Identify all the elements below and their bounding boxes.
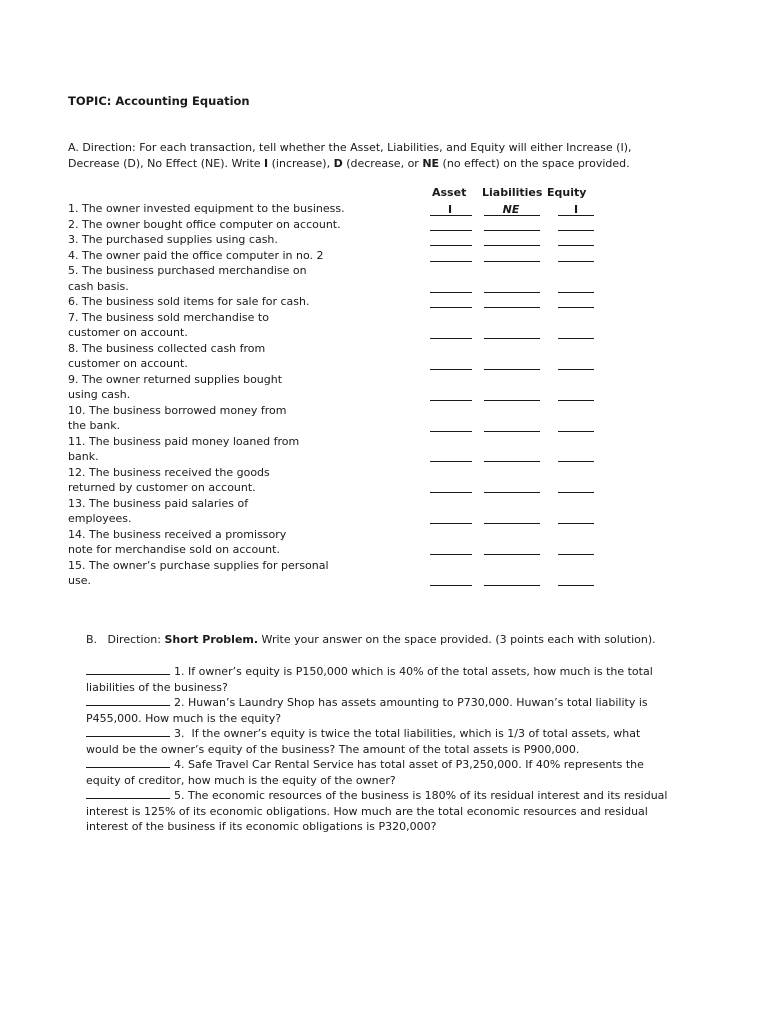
list-item: employees. (68, 512, 132, 525)
problem-line (86, 664, 706, 680)
answer-blank-row-12-col-1[interactable] (430, 492, 472, 493)
answer-blank-row-12-col-3[interactable] (558, 492, 594, 493)
header-liabilities: Liabilities (482, 186, 543, 199)
list-item: cash basis. (68, 279, 129, 293)
list-item: 9. The owner returned supplies bought (68, 372, 283, 386)
list-item: use. (68, 574, 91, 587)
answer-blank-row-8-col-2[interactable] (484, 369, 540, 370)
list-item: 10. The business borrowed money from (68, 403, 287, 417)
answer-blank-row-4-col-3[interactable] (558, 261, 594, 262)
problem-line: P455,000. How much is the equity? (86, 711, 282, 725)
list-item: 11. The business paid money loaned from (68, 434, 300, 448)
list-item: note for merchandise sold on account. (68, 543, 280, 556)
direction-text: (decrease, or (342, 156, 423, 170)
list-item: 6. The business sold items for sale for cash. (68, 295, 310, 308)
answer-blank-row-3-col-1[interactable] (430, 245, 472, 246)
answer-blank[interactable] (86, 788, 170, 799)
topic-title: TOPIC: Accounting Equation (68, 94, 250, 108)
direction-line-1: A. Direction: For each transaction, tell whether the Asset, Liabilities, and Equity will either Increase (I), (68, 141, 632, 154)
problem-line (86, 757, 706, 773)
answer-blank-row-15-col-3[interactable] (558, 585, 594, 586)
answer-blank-row-3-col-2[interactable] (484, 245, 540, 246)
answer-blank[interactable] (86, 726, 170, 737)
answer-blank-row-14-col-1[interactable] (430, 554, 472, 555)
direction-code-i: I (264, 156, 269, 170)
list-item: 12. The business received the goods (68, 465, 270, 479)
direction-text: (no effect) on the space provided. (439, 156, 630, 170)
answer-blank-row-10-col-3[interactable] (558, 431, 594, 432)
transaction-list (68, 201, 398, 589)
header-equity: Equity (547, 186, 587, 199)
answer-blank-row-8-col-3[interactable] (558, 369, 594, 370)
answer-blank-row-8-col-1[interactable] (430, 369, 472, 370)
answer-blank-row-1-col-3[interactable] (558, 215, 594, 216)
list-item: 7. The business sold merchandise to (68, 310, 269, 324)
problem-line (86, 788, 706, 804)
answer-blank-row-6-col-3[interactable] (558, 307, 594, 308)
header-asset: Asset (432, 186, 467, 199)
example-equity-answer: I (573, 203, 579, 216)
answer-blank-row-15-col-1[interactable] (430, 585, 472, 586)
answer-blank-row-2-col-1[interactable] (430, 230, 472, 231)
answer-blank-row-3-col-3[interactable] (558, 245, 594, 246)
problem-line: interest of the business if its economic obligations is P320,000? (86, 820, 437, 833)
problem-line: equity of creditor, how much is the equity of the owner? (86, 773, 396, 787)
list-item: customer on account. (68, 357, 188, 370)
problem-line: would be the owner’s equity of the business? The amount of the total assets is P900,000. (86, 742, 580, 756)
list-item: 2. The owner bought office computer on account. (68, 217, 341, 231)
problem-2 (86, 695, 706, 726)
list-item: 5. The business purchased merchandise on (68, 264, 307, 277)
answer-blank-row-7-col-1[interactable] (430, 338, 472, 339)
list-item: 14. The business received a promissory (68, 527, 287, 541)
answer-blank[interactable] (86, 664, 170, 675)
list-item: returned by customer on account. (68, 481, 256, 494)
problem-text: 3. If the owner’s equity is twice the total liabilities, which is 1/3 of total assets, what (174, 727, 641, 740)
answer-blank-row-9-col-2[interactable] (484, 400, 540, 401)
answer-blank-row-7-col-2[interactable] (484, 338, 540, 339)
answer-blank-row-10-col-1[interactable] (430, 431, 472, 432)
list-item: 8. The business collected cash from (68, 341, 266, 355)
problem-line (86, 695, 706, 711)
direction-code-d: D (333, 156, 343, 170)
problem-text: 5. The economic resources of the business is 180% of its residual interest and its residual (174, 789, 668, 802)
section-b-label: B. Direction: (86, 633, 165, 646)
answer-blank-row-10-col-2[interactable] (484, 431, 540, 432)
answer-blank-row-4-col-2[interactable] (484, 261, 540, 262)
answer-blank-row-6-col-1[interactable] (430, 307, 472, 308)
list-item: 3. The purchased supplies using cash. (68, 233, 278, 246)
answer-blank-row-12-col-2[interactable] (484, 492, 540, 493)
example-asset-answer: I (447, 203, 453, 216)
problem-5 (86, 788, 706, 835)
list-item: customer on account. (68, 326, 188, 339)
answer-blank-row-2-col-3[interactable] (558, 230, 594, 231)
answer-blank-row-15-col-2[interactable] (484, 585, 540, 586)
problem-list (86, 664, 706, 835)
answer-blank-row-1-col-2[interactable] (484, 215, 540, 216)
direction-code-ne: NE (422, 156, 440, 170)
answer-blank-row-11-col-3[interactable] (558, 461, 594, 462)
direction-text: (increase), (268, 156, 334, 170)
answer-blank-row-5-col-3[interactable] (558, 292, 594, 293)
answer-blank[interactable] (86, 757, 170, 768)
section-b-rest: Write your answer on the space provided. (3 points each with solution). (258, 633, 656, 646)
example-liabilities-answer: NE (502, 203, 520, 216)
answer-blank-row-13-col-1[interactable] (430, 523, 472, 524)
direction-text: Decrease (D), No Effect (NE). Write (68, 156, 265, 170)
problem-text: 2. Huwan’s Laundry Shop has assets amounting to P730,000. Huwan’s total liability is (174, 696, 648, 709)
answer-blank-row-2-col-2[interactable] (484, 230, 540, 231)
list-item: 15. The owner’s purchase supplies for personal (68, 558, 329, 572)
list-item: 1. The owner invested equipment to the business. (68, 202, 345, 215)
answer-blank-row-13-col-3[interactable] (558, 523, 594, 524)
direction-line-2 (68, 156, 708, 172)
problem-1 (86, 664, 706, 695)
problem-3 (86, 726, 706, 757)
answer-blank-row-6-col-2[interactable] (484, 307, 540, 308)
problem-line (86, 726, 706, 742)
answer-blank-row-11-col-1[interactable] (430, 461, 472, 462)
answer-blank-row-9-col-1[interactable] (430, 400, 472, 401)
answer-blank-row-13-col-2[interactable] (484, 523, 540, 524)
list-item: using cash. (68, 388, 131, 401)
answer-blank-row-1-col-1[interactable] (430, 215, 472, 216)
answer-blank-row-5-col-1[interactable] (430, 292, 472, 293)
answer-blank-row-7-col-3[interactable] (558, 338, 594, 339)
section-b-direction (86, 633, 656, 646)
answer-blank-row-9-col-3[interactable] (558, 400, 594, 401)
section-a-direction (68, 140, 708, 171)
list-item: bank. (68, 450, 99, 463)
section-b-bold: Short Problem. (164, 633, 259, 646)
answer-blank-row-4-col-1[interactable] (430, 261, 472, 262)
problem-4 (86, 757, 706, 788)
list-item: 13. The business paid salaries of (68, 496, 249, 510)
answer-blank-row-14-col-3[interactable] (558, 554, 594, 555)
list-item: 4. The owner paid the office computer in no. 2 (68, 248, 324, 262)
problem-text: 1. If owner’s equity is P150,000 which is 40% of the total assets, how much is the total (174, 665, 653, 678)
problem-line: liabilities of the business? (86, 680, 228, 694)
problem-line: interest is 125% of its economic obligations. How much are the total economic resources and residual (86, 804, 648, 818)
answer-blank[interactable] (86, 695, 170, 706)
problem-text: 4. Safe Travel Car Rental Service has total asset of P3,250,000. If 40% represents the (174, 758, 644, 771)
list-item: the bank. (68, 419, 121, 432)
answer-blank-row-11-col-2[interactable] (484, 461, 540, 462)
answer-blank-row-5-col-2[interactable] (484, 292, 540, 293)
answer-blank-row-14-col-2[interactable] (484, 554, 540, 555)
